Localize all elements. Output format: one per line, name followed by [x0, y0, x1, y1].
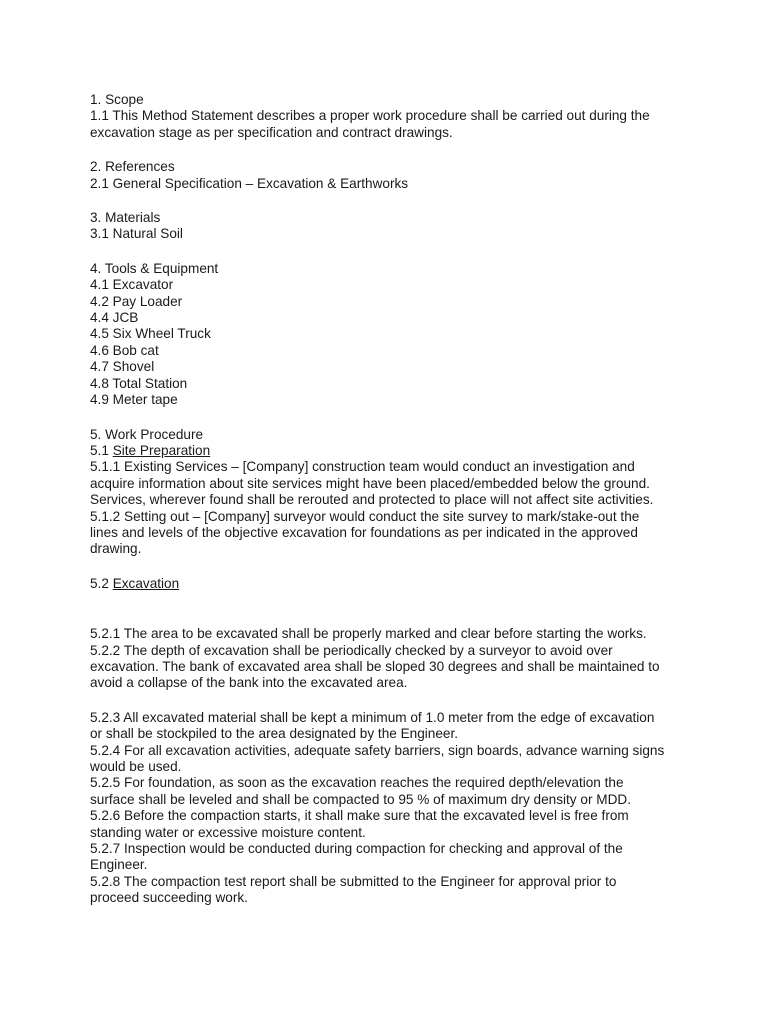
section-spacer [90, 692, 708, 710]
section-spacer [90, 141, 708, 159]
tools-item: 4.9 Meter tape [90, 392, 178, 408]
materials-heading: 3. Materials [90, 210, 161, 226]
excavation-line: 5.2.2 The depth of excavation shall be periodically checked by a surveyor to avoid over [90, 642, 613, 658]
site-preparation-number: 5.1 [90, 442, 113, 458]
references-line: 2.1 General Specification – Excavation & Earthworks [90, 175, 409, 191]
excavation-line: surface shall be leveled and shall be compacted to 95 % of maximum dry density or MDD. [90, 791, 631, 807]
tools-item: 4.2 Pay Loader [90, 293, 183, 309]
materials-line: 3.1 Natural Soil [90, 226, 183, 242]
excavation-line: 5.2.7 Inspection would be conducted during compaction for checking and approval of the [90, 841, 623, 857]
site-preparation-line: 5.1.1 Existing Services – [Company] construction team would conduct an investigation and [90, 459, 635, 475]
tools-item: 4.7 Shovel [90, 359, 155, 375]
excavation-line: would be used. [90, 759, 182, 774]
excavation-line: standing water or excessive moisture content. [90, 824, 366, 840]
scope-line: excavation stage as per specification and contract drawings. [90, 124, 453, 140]
section-spacer [90, 558, 708, 576]
tools-item: 4.8 Total Station [90, 375, 188, 391]
section-spacer [90, 243, 708, 261]
excavation-line: avoid a collapse of the bank into the excavated area. [90, 675, 408, 691]
scope-line: 1.1 This Method Statement describes a proper work procedure shall be carried out during the [90, 108, 650, 124]
excavation-line: 5.2.4 For all excavation activities, adequate safety barriers, sign boards, advance warning signs [90, 742, 665, 758]
section-spacer [90, 409, 708, 427]
site-preparation-line: drawing. [90, 541, 142, 557]
references-heading: 2. References [90, 159, 175, 175]
excavation-line: or shall be stockpiled to the area designated by the Engineer. [90, 726, 459, 742]
site-preparation-line: lines and levels of the objective excavation for foundations as per indicated in the approved [90, 524, 638, 540]
tools-item: 4.6 Bob cat [90, 342, 159, 358]
excavation-line: 5.2.5 For foundation, as soon as the excavation reaches the required depth/elevation the [90, 775, 624, 791]
site-preparation-line: 5.1.2 Setting out – [Company] surveyor would conduct the site survey to mark/stake-out the [90, 508, 640, 524]
excavation-line: excavation. The bank of excavated area shall be sloped 30 degrees and shall be maintained to [90, 658, 660, 674]
site-preparation-line: Services, wherever found shall be rerouted and protected to place will not affect site activities. [90, 492, 654, 508]
tools-item: 4.1 Excavator [90, 277, 174, 293]
excavation-line: proceed succeeding work. [90, 890, 248, 906]
site-preparation-subheading [90, 443, 708, 459]
section-spacer [90, 592, 708, 626]
tools-item: 4.5 Six Wheel Truck [90, 326, 211, 342]
scope-heading: 1. Scope [90, 92, 144, 107]
excavation-subheading [90, 576, 708, 592]
site-preparation-line: acquire information about site services might have been placed/embedded below the ground. [90, 475, 650, 491]
excavation-line: 5.2.3 All excavated material shall be kept a minimum of 1.0 meter from the edge of excavation [90, 709, 655, 725]
section-spacer [90, 192, 708, 210]
tools-heading: 4. Tools & Equipment [90, 260, 219, 276]
excavation-title: Excavation [112, 575, 180, 591]
tools-item: 4.4 JCB [90, 310, 139, 326]
excavation-line: 5.2.8 The compaction test report shall be submitted to the Engineer for approval prior to [90, 873, 617, 889]
procedure-heading: 5. Work Procedure [90, 426, 204, 442]
site-preparation-title: Site Preparation [112, 442, 211, 458]
excavation-line: 5.2.1 The area to be excavated shall be properly marked and clear before starting the works. [90, 626, 647, 642]
excavation-line: 5.2.6 Before the compaction starts, it shall make sure that the excavated level is free from [90, 808, 629, 824]
excavation-line: Engineer. [90, 857, 148, 873]
excavation-number: 5.2 [90, 575, 113, 591]
